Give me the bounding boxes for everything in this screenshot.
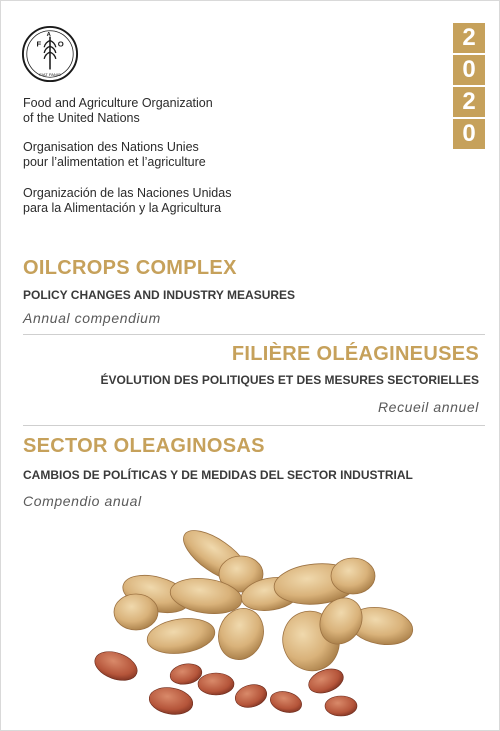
- org-name-english: Food and Agriculture Organization of the United Nations: [23, 96, 213, 125]
- note-french: Recueil annuel: [377, 399, 479, 415]
- peanuts-image: [81, 516, 431, 726]
- fao-logo-motto: FIAT PANIS: [39, 72, 61, 78]
- note-spanish: Compendio anual: [23, 493, 142, 509]
- title-spanish: SECTOR OLEAGINOSAS: [23, 435, 265, 457]
- divider: [23, 425, 485, 426]
- subtitle-english: POLICY CHANGES AND INDUSTRY MEASURES: [23, 288, 296, 302]
- fao-logo-letter-o: O: [57, 39, 64, 49]
- title-english: OILCROPS COMPLEX: [23, 257, 237, 279]
- year-digit: 2: [453, 87, 485, 117]
- org-name-spanish: Organización de las Naciones Unidas para la Alimentación y la Agricultura: [23, 186, 232, 215]
- year-digit: 0: [453, 55, 485, 85]
- fao-logo-letter-f: F: [36, 39, 42, 49]
- fao-logo: [21, 25, 79, 83]
- subtitle-spanish: CAMBIOS DE POLÍTICAS Y DE MEDIDAS DEL SECTOR INDUSTRIAL: [23, 468, 413, 482]
- title-french: FILIÈRE OLÉAGINEUSES: [231, 343, 479, 365]
- subtitle-french: ÉVOLUTION DES POLITIQUES ET DES MESURES SECTORIELLES: [100, 373, 479, 387]
- year-digit: 2: [453, 23, 485, 53]
- year-badge: [453, 23, 485, 151]
- divider: [23, 334, 485, 335]
- year-digit: 0: [453, 119, 485, 149]
- fao-logo-letter-a: A: [46, 32, 51, 39]
- org-name-french: Organisation des Nations Unies pour l’alimentation et l’agriculture: [23, 140, 206, 169]
- note-english: Annual compendium: [23, 310, 161, 326]
